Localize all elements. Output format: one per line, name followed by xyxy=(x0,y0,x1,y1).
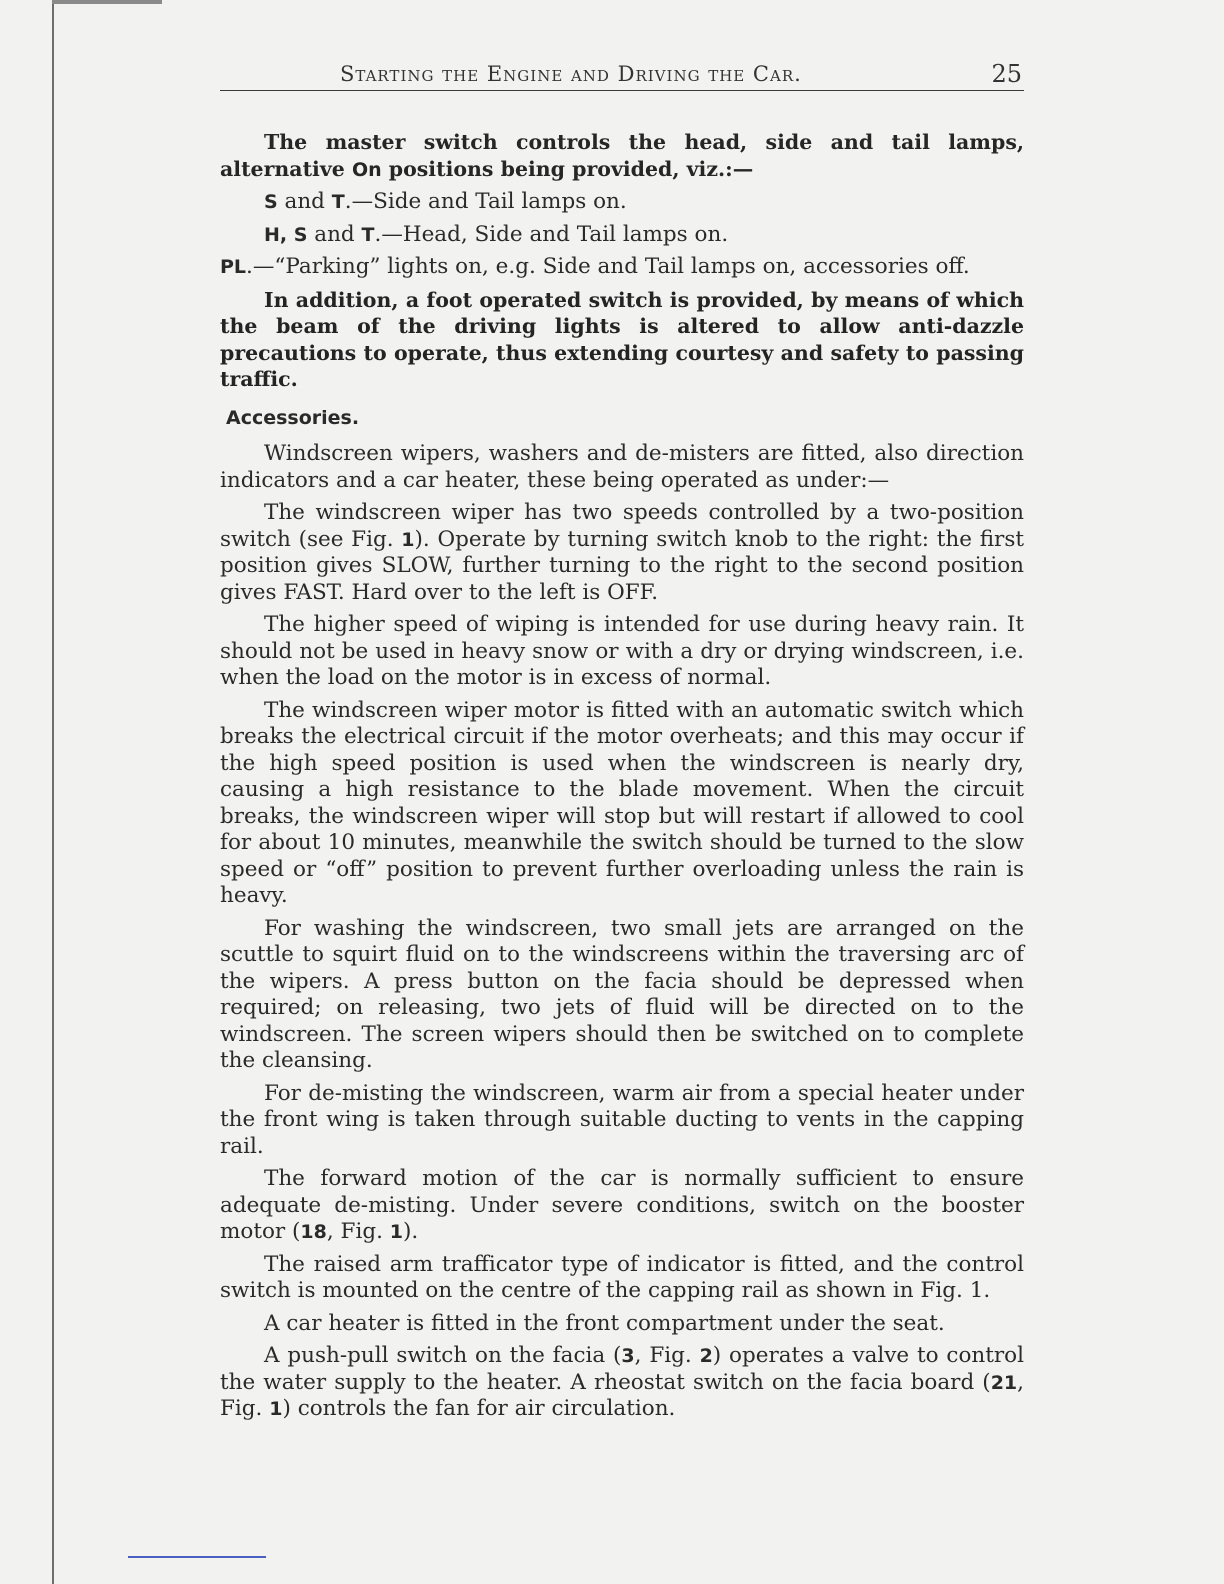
part-ref: 3 xyxy=(621,1345,635,1367)
page-body xyxy=(220,129,1024,1423)
position-text: .—Head, Side and Tail lamps on. xyxy=(374,221,729,247)
text-run: A push-pull switch on the facia ( xyxy=(264,1343,622,1368)
position-key: H, S xyxy=(264,223,308,246)
text-run: The windscreen wiper has two speeds controlled by a two-position switch (see Fig. xyxy=(220,500,1024,552)
intro-text-end: positions being provided, viz.:— xyxy=(381,156,754,181)
position-text: .—Side and Tail lamps on. xyxy=(344,189,627,214)
text-run: ). xyxy=(403,1219,419,1244)
fig-ref: 2 xyxy=(699,1345,713,1367)
running-header xyxy=(220,50,1024,91)
position-key2: T xyxy=(331,191,345,213)
header-title: Starting the Engine and Driving the Car. xyxy=(340,62,802,86)
position-text: .—“Parking” lights on, e.g. Side and Tail lamps on, accessories off. xyxy=(246,254,970,279)
part-ref: 18 xyxy=(300,1221,327,1243)
paragraph: The higher speed of wiping is intended for use during heavy rain. It should not be used in heavy snow or with a dry or drying windscreen, i.e. when the load on the motor is in excess of normal. xyxy=(220,612,1024,690)
position-key2: T xyxy=(361,223,375,246)
on-label: On xyxy=(351,158,382,181)
text-run: , Fig. xyxy=(326,1219,390,1244)
page-edge-top xyxy=(52,0,162,4)
position-item xyxy=(220,189,1024,216)
intro-paragraph xyxy=(220,129,1024,183)
paragraph xyxy=(220,1166,1024,1246)
position-key: PL xyxy=(220,256,247,278)
text-run: , Fig. xyxy=(634,1343,700,1368)
foot-switch-paragraph: In addition, a foot operated switch is provided, by means of which the beam of the driving lights is altered to allow anti-dazzle precautions to operate, thus extending courtesy and safety to passing traffic. xyxy=(220,287,1024,391)
position-item xyxy=(220,254,1024,281)
paragraph xyxy=(220,500,1024,606)
position-item xyxy=(220,222,1024,249)
text-run: ) operates a valve to control the water supply to the heater. A rheostat switch on the facia board ( xyxy=(220,1343,1024,1395)
paragraph: The raised arm trafficator type of indicator is fitted, and the control switch is mounted on the centre of the capping rail as shown in Fig. 1. xyxy=(220,1251,1024,1303)
paragraph: Windscreen wipers, washers and de-misters are fitted, also direction indicators and a car heater, these being operated as under:— xyxy=(220,441,1024,493)
scan-mark xyxy=(128,1556,266,1558)
paragraph: For washing the windscreen, two small jets are arranged on the scuttle to squirt fluid on to the windscreens within the traversing arc of the wipers. A press button on the facia should be depressed when required; on releasing, two jets of fluid will be directed on to the windscreen. The screen wipers should then be switched on to complete the cleansing. xyxy=(220,915,1024,1073)
fig-ref: 1 xyxy=(401,528,415,551)
fig-ref: 1 xyxy=(269,1398,283,1420)
text-run: ). Operate by turning switch knob to the right: the first position gives SLOW, further turning to the right to the second position gives FAST. Hard over to the left is OFF. xyxy=(220,526,1024,605)
page-edge xyxy=(52,0,54,1584)
position-key: S xyxy=(264,191,278,213)
text-run: The forward motion of the car is normally sufficient to ensure adequate de-misting. Under severe conditions, switch on the booster motor ( xyxy=(220,1166,1024,1244)
paragraph: The windscreen wiper motor is fitted with an automatic switch which breaks the electrical circuit if the motor overheats; and this may occur if the high speed position is used when the windscreen is nearly dry, causing a high resistance to the blade movement. When the circuit breaks, the windscreen wiper will stop but will restart if allowed to cool for about 10 minutes, meanwhile the switch should be turned to the slow speed or “off” position to prevent further overloading unless the rain is heavy. xyxy=(220,697,1024,908)
text-run: ) controls the fan for air circulation. xyxy=(282,1396,676,1421)
paragraph: A car heater is fitted in the front compartment under the seat. xyxy=(264,1310,945,1336)
page-number: 25 xyxy=(991,60,1022,88)
intro-text: The master switch controls the head, side and tail lamps, alternative xyxy=(220,130,1024,181)
paragraph: For de-misting the windscreen, warm air from a special heater under the front wing is taken through suitable ducting to vents in the capping rail. xyxy=(220,1080,1024,1159)
position-mid: and xyxy=(277,189,332,214)
page xyxy=(220,50,1024,1429)
part-ref: 21 xyxy=(990,1371,1018,1394)
position-mid: and xyxy=(307,221,362,247)
text-run: , Fig. xyxy=(220,1369,1024,1421)
fig-ref: 1 xyxy=(389,1221,404,1243)
section-heading: Accessories. xyxy=(226,406,360,429)
paragraph xyxy=(220,1343,1024,1423)
